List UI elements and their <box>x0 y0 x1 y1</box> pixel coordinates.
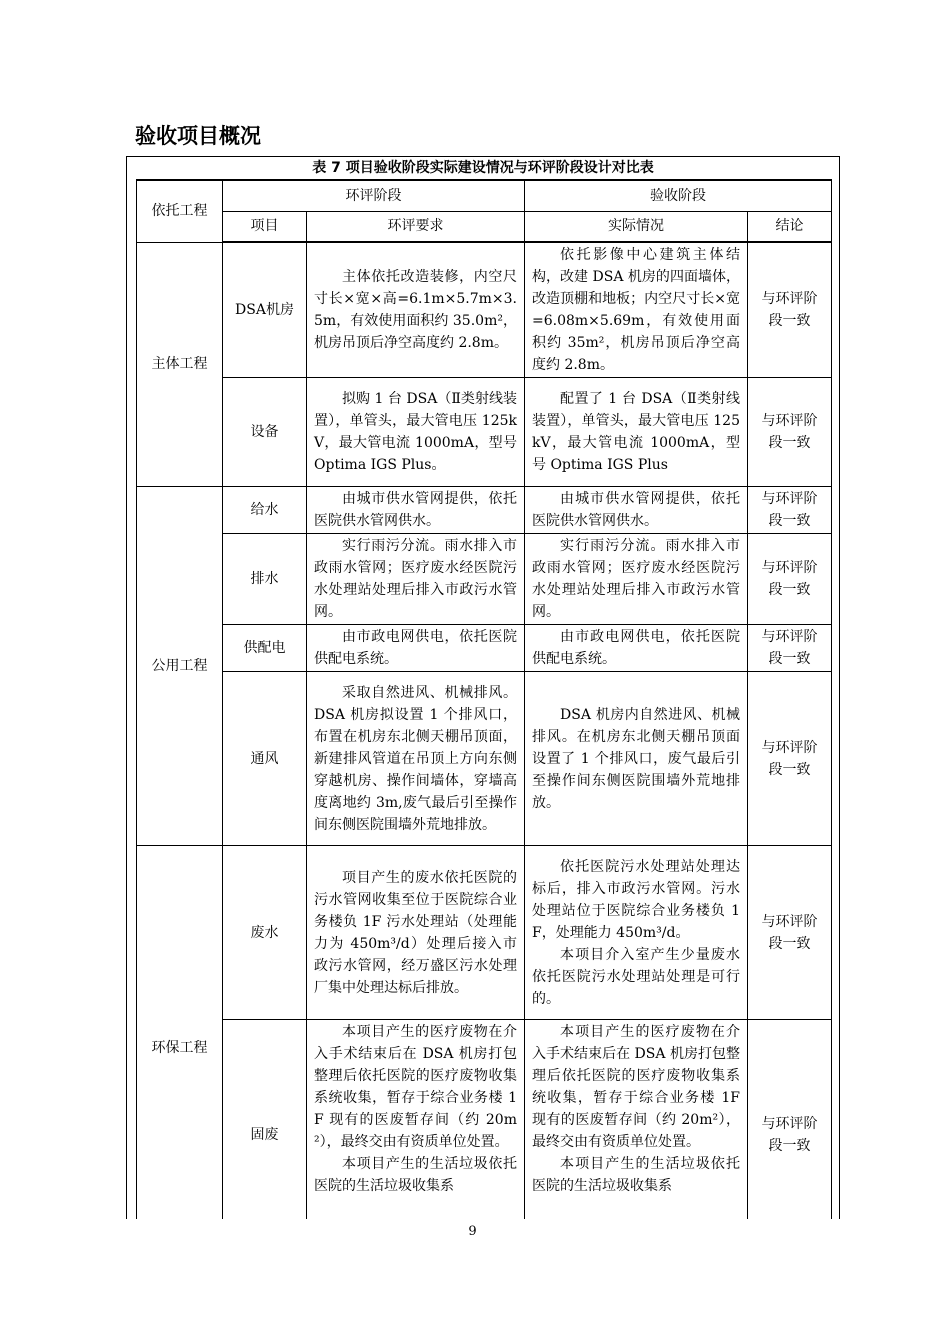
actual-text: 配置了 1 台 DSA（Ⅱ类射线装置），单管头，最大管电压 125kV，最大管电流 1000mA，型号 Optima IGS Plus <box>532 391 740 473</box>
actual-text: 依托影像中心建筑主体结构，改建 DSA 机房的四面墙体，改造顶棚和地板；内空尺寸长×宽=6.08m×5.69m，有效使用面积约 35m²，机房吊顶后净空高度约 2.8m。 <box>532 247 740 373</box>
header-acceptance-stage: 验收阶段 <box>525 180 832 211</box>
eia-text: 采取自然进风、机械排风。DSA 机房拟设置 1 个排风口，布置在机房东北侧天棚吊顶面，新建排风管道在吊顶上方向东侧穿越机房、操作间墙体，穿墙高度离地约 3m,废气最后引至操作间东侧医院围墙外荒地排放。 <box>314 684 517 833</box>
conclusion: 与环评阶段一致 <box>748 1020 832 1220</box>
header-conclusion: 结论 <box>748 211 832 242</box>
conclusion: 与环评阶段一致 <box>748 242 832 378</box>
table-row <box>137 378 832 487</box>
eia-text: 由城市供水管网提供，依托医院供水管网供水。 <box>314 491 517 529</box>
header-eia-stage: 环评阶段 <box>223 180 525 211</box>
header-dependency: 依托工程 <box>137 180 223 242</box>
eia-text: 本项目产生的生活垃圾依托医院的生活垃圾收集系 <box>314 1156 517 1194</box>
actual-text: 本项目产生的医疗废物在介入手术结束后在 DSA 机房打包整理后依托医院的医疗废物收集系统收集，暂存于综合业务楼 1F 现有的医废暂存间（约 20m²），最终交由有资质单位处置。 <box>532 1024 740 1150</box>
row-item: 排水 <box>223 534 307 625</box>
comparison-table <box>136 179 832 1219</box>
actual-text: DSA 机房内自然进风、机械排风。在机房东北侧天棚吊顶面设置了 1 个排风口，废气最后引至操作间东侧医院围墙外荒地排放。 <box>532 706 740 811</box>
table-caption: 表 7 项目验收阶段实际建设情况与环评阶段设计对比表 <box>312 160 654 176</box>
conclusion: 与环评阶段一致 <box>748 672 832 846</box>
actual-text: 本项目介入室产生少量废水依托医院污水处理站处理是可行的。 <box>532 946 740 1007</box>
eia-text: 项目产生的废水依托医院的污水管网收集至位于医院综合业务楼负 1F 污水处理站（处理能力为 450m³/d）处理后接入市政污水管网，经万盛区污水处理厂集中处理达标后排放。 <box>314 869 517 996</box>
eia-text: 本项目产生的医疗废物在介入手术结束后在 DSA 机房打包整理后依托医院的医疗废物收集系统收集，暂存于综合业务楼 1F 现有的医废暂存间（约 20m²），最终交由有资质单位处置。 <box>314 1024 517 1150</box>
header-actual: 实际情况 <box>525 211 748 242</box>
group-main: 主体工程 <box>137 242 223 487</box>
conclusion: 与环评阶段一致 <box>748 378 832 487</box>
eia-text: 拟购 1 台 DSA（Ⅱ类射线装置），单管头，最大管电压 125kV，最大管电流 1000mA，型号 Optima IGS Plus。 <box>314 391 517 473</box>
conclusion: 与环评阶段一致 <box>748 846 832 1020</box>
row-item: 给水 <box>223 487 307 534</box>
table-row <box>137 487 832 534</box>
section-title: 验收项目概况 <box>135 124 261 148</box>
group-environmental: 环保工程 <box>137 846 223 1220</box>
eia-text: 主体依托改造装修，内空尺寸长×宽×高=6.1m×5.7m×3.5m，有效使用面积约 35.0m²，机房吊顶后净空高度约 2.8m。 <box>314 269 517 351</box>
row-item: 废水 <box>223 846 307 1020</box>
row-item: 供配电 <box>223 625 307 672</box>
row-item: 固废 <box>223 1020 307 1220</box>
table-row <box>137 846 832 1020</box>
table-row <box>137 672 832 846</box>
row-item: 设备 <box>223 378 307 487</box>
row-item: DSA机房 <box>223 242 307 378</box>
table-row <box>137 242 832 378</box>
actual-text: 由城市供水管网提供，依托医院供水管网供水。 <box>532 491 740 529</box>
eia-text: 实行雨污分流。雨水排入市政雨水管网；医疗废水经医院污水处理站处理后排入市政污水管网。 <box>314 538 517 620</box>
header-eia-requirement: 环评要求 <box>307 211 525 242</box>
actual-text: 由市政电网供电，依托医院供配电系统。 <box>532 629 740 667</box>
row-item: 通风 <box>223 672 307 846</box>
eia-text: 由市政电网供电，依托医院供配电系统。 <box>314 629 517 667</box>
table-frame <box>126 156 840 1219</box>
conclusion: 与环评阶段一致 <box>748 625 832 672</box>
table-row <box>137 534 832 625</box>
header-item: 项目 <box>223 211 307 242</box>
conclusion: 与环评阶段一致 <box>748 487 832 534</box>
conclusion: 与环评阶段一致 <box>748 534 832 625</box>
actual-text: 本项目产生的生活垃圾依托医院的生活垃圾收集系 <box>532 1156 740 1194</box>
actual-text: 实行雨污分流。雨水排入市政雨水管网；医疗废水经医院污水处理站处理后排入市政污水管网。 <box>532 538 740 620</box>
actual-text: 依托医院污水处理站处理达标后，排入市政污水管网。污水处理站位于医院综合业务楼负 1F，处理能力 450m³/d。 <box>532 858 740 941</box>
group-utility: 公用工程 <box>137 487 223 846</box>
table-row <box>137 1020 832 1220</box>
table-row <box>137 625 832 672</box>
page-number: 9 <box>468 1224 477 1239</box>
